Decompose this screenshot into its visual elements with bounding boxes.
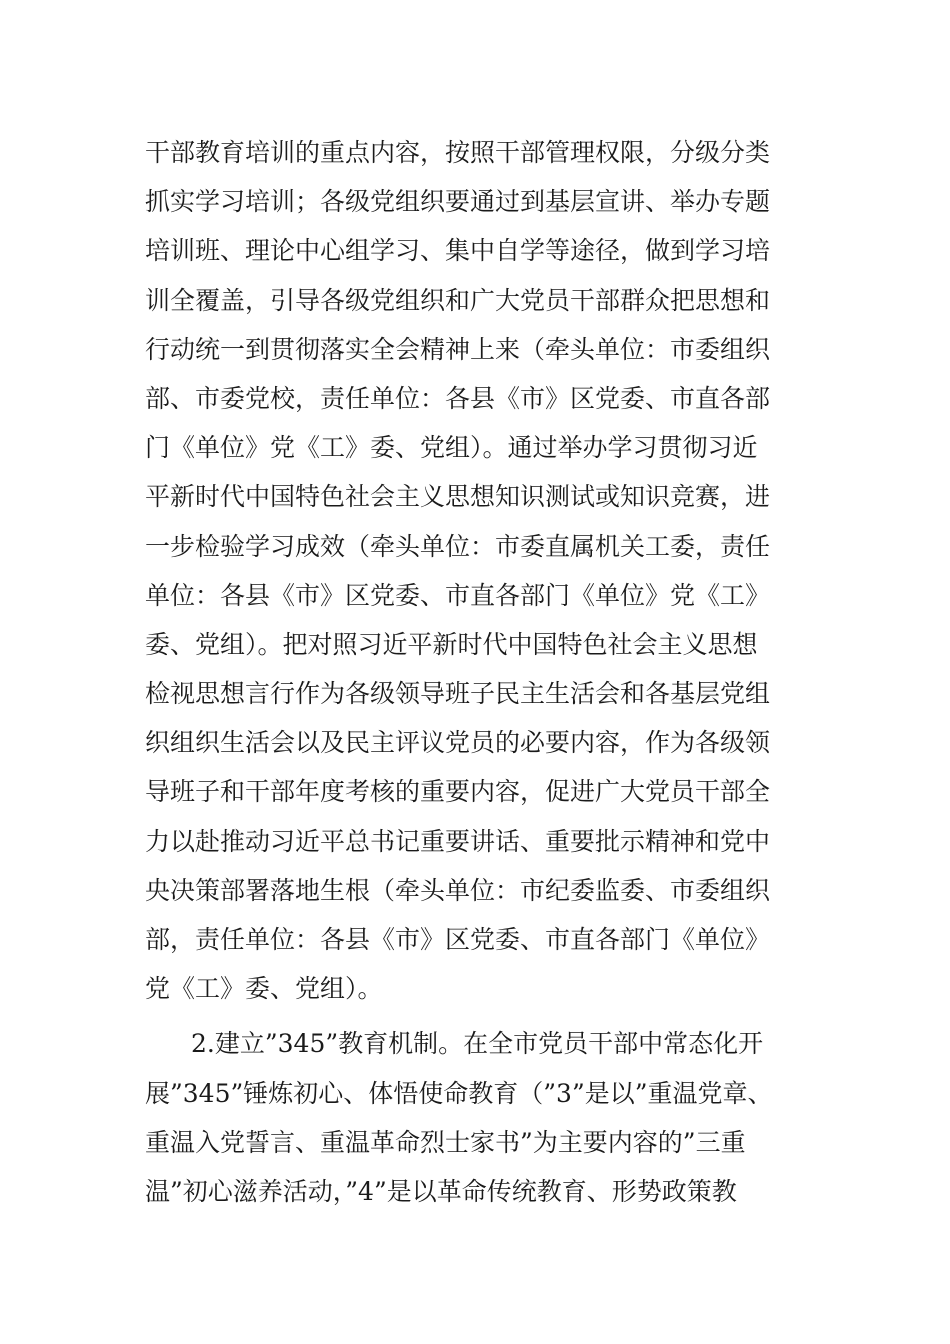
text-line: 党《工》委、党组）。	[145, 974, 383, 1004]
text-line: 织组织生活会以及民主评议党员的必要内容，作为各级领	[145, 728, 771, 758]
text-line: 培训班、理论中心组学习、集中自学等途径，做到学习培	[145, 236, 771, 266]
text-line: 重温入党誓言、重温革命烈士家书”为主要内容的”三重	[145, 1127, 746, 1157]
paragraph-2	[145, 1019, 845, 1216]
text-line: 委、党组）。把对照习近平新时代中国特色社会主义思想	[145, 629, 758, 659]
text-line: 温”初心滋养活动，”4”是以革命传统教育、形势政策教	[145, 1176, 737, 1206]
text-line: 展”345”锤炼初心、体悟使命教育（”3”是以”重温党章、	[145, 1078, 773, 1108]
text-line: 门《单位》党《工》委、党组）。通过举办学习贯彻习近	[145, 433, 758, 463]
text-line: 2.建立”345”教育机制。在全市党员干部中常态化开	[191, 1029, 764, 1059]
document-body	[145, 128, 845, 1216]
text-line: 抓实学习培训；各级党组织要通过到基层宣讲、举办专题	[145, 187, 771, 217]
text-line: 平新时代中国特色社会主义思想知识测试或知识竞赛，进	[145, 482, 771, 512]
text-line: 导班子和干部年度考核的重要内容，促进广大党员干部全	[145, 777, 771, 807]
text-line: 检视思想言行作为各级领导班子民主生活会和各基层党组	[145, 679, 771, 709]
text-line: 部、市委党校，责任单位：各县《市》区党委、市直各部	[145, 383, 771, 413]
text-line: 部，责任单位：各县《市》区党委、市直各部门《单位》	[145, 925, 771, 954]
text-line: 干部教育培训的重点内容，按照干部管理权限，分级分类	[145, 138, 771, 167]
text-line: 央决策部署落地生根（牵头单位：市纪委监委、市委组织	[145, 875, 771, 905]
text-line: 力以赴推动习近平总书记重要讲话、重要批示精神和党中	[145, 826, 771, 856]
text-line: 单位：各县《市》区党委、市直各部门《单位》党《工》	[145, 580, 771, 610]
text-line: 行动统一到贯彻落实全会精神上来（牵头单位：市委组织	[145, 334, 771, 364]
text-line: 一步检验学习成效（牵头单位：市委直属机关工委，责任	[145, 531, 771, 561]
paragraph-1	[145, 128, 845, 1013]
text-line: 训全覆盖，引导各级党组织和广大党员干部群众把思想和	[145, 285, 771, 315]
